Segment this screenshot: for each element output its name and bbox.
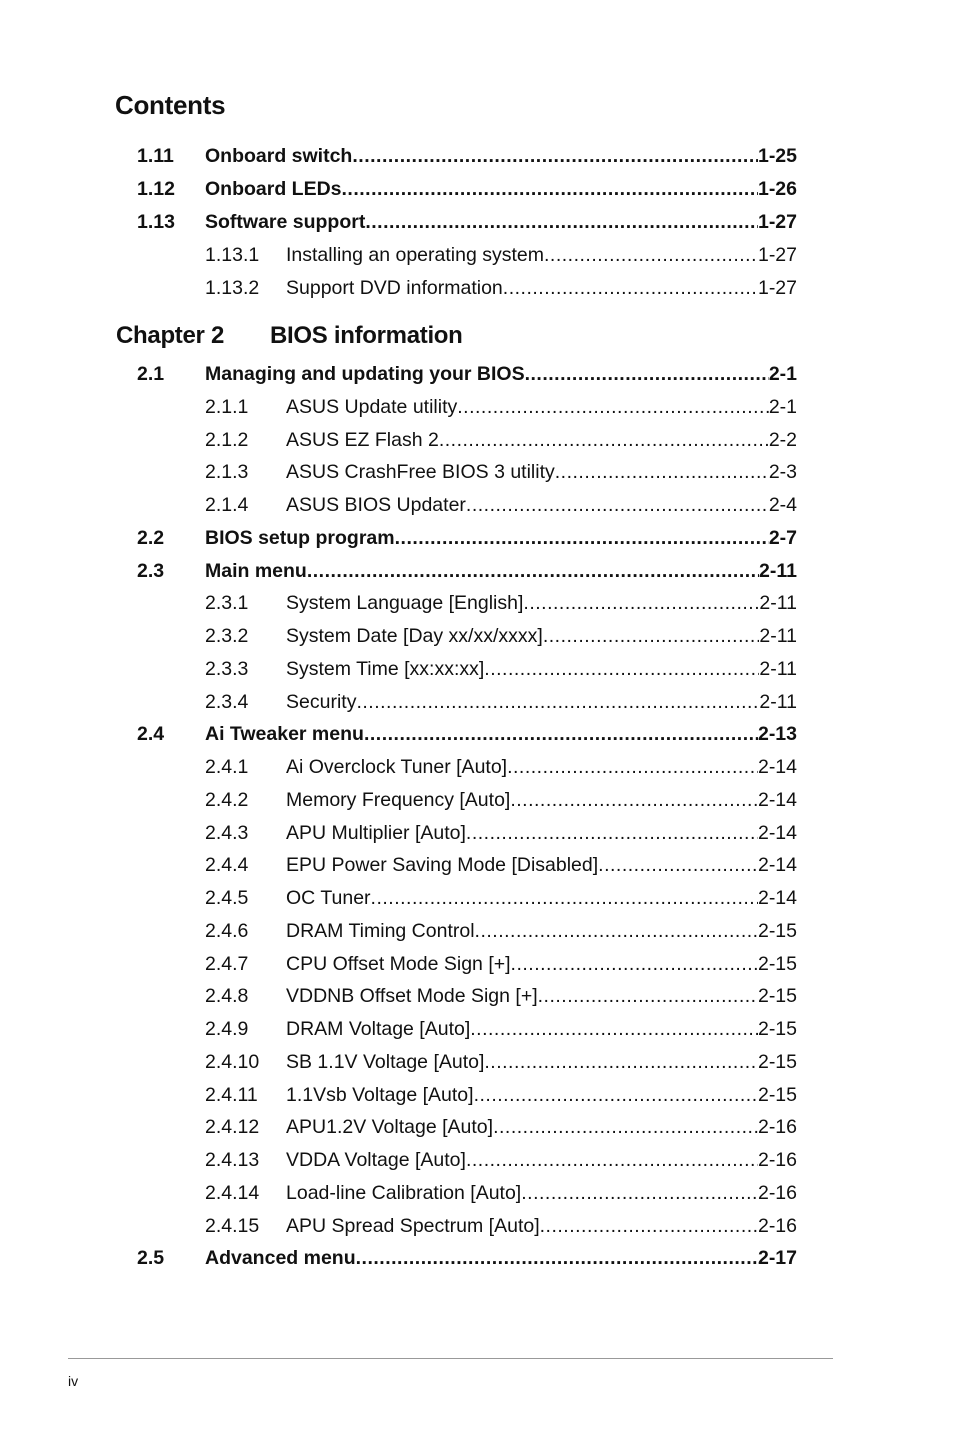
toc-entry-page: 2-3 xyxy=(768,461,797,484)
toc-entry-label: Installing an operating system xyxy=(286,244,544,266)
toc-entry-line xyxy=(286,275,797,301)
dot-leader xyxy=(439,427,769,453)
toc-entry-page: 2-15 xyxy=(757,985,797,1008)
toc-entry-line xyxy=(286,983,797,1009)
toc-entry-line xyxy=(286,590,797,616)
toc-entry-page: 2-15 xyxy=(757,1050,797,1073)
toc-entry-line xyxy=(286,1114,797,1140)
toc-entry-number: 2.1.1 xyxy=(205,395,249,418)
toc-entry-line xyxy=(286,885,797,911)
toc-entry-line xyxy=(286,951,797,977)
toc-entry-number: 2.3 xyxy=(137,559,165,582)
toc-entry-number: 1.13.2 xyxy=(205,277,260,299)
toc-entry-label: VDDNB Offset Mode Sign [+] xyxy=(286,985,538,1008)
toc-entry[interactable] xyxy=(0,1049,954,1075)
toc-entry[interactable] xyxy=(0,689,954,715)
toc-entry-label: ASUS EZ Flash 2 xyxy=(286,428,439,451)
toc-entry[interactable] xyxy=(0,951,954,977)
toc-entry-page: 1-25 xyxy=(757,145,797,167)
toc-entry-number: 2.2 xyxy=(137,526,165,549)
toc-entry-label: System Date [Day xx/xx/xxxx] xyxy=(286,625,543,647)
toc-entry-number: 2.3.1 xyxy=(205,592,249,615)
dot-leader xyxy=(457,394,769,420)
toc-entry-number: 2.3.3 xyxy=(205,657,249,680)
toc-entry-number: 2.4.11 xyxy=(205,1083,258,1106)
toc-entry-line xyxy=(286,1180,797,1206)
toc-entry[interactable] xyxy=(0,525,954,551)
toc-entry[interactable] xyxy=(0,721,954,747)
toc-entry-label: CPU Offset Mode Sign [+] xyxy=(286,952,511,975)
toc-entry[interactable] xyxy=(0,820,954,846)
toc-entry-page: 2-16 xyxy=(757,1116,797,1139)
toc-entry[interactable] xyxy=(0,394,954,420)
dot-leader xyxy=(352,143,758,169)
toc-entry-label: APU Multiplier [Auto] xyxy=(286,821,466,844)
toc-entry-line xyxy=(205,361,797,387)
toc-entry-page: 2-14 xyxy=(757,887,797,909)
dot-leader xyxy=(493,1114,758,1140)
toc-entry-page: 1-27 xyxy=(757,277,797,299)
dot-leader xyxy=(507,754,758,780)
toc-entry[interactable] xyxy=(0,656,954,682)
dot-leader xyxy=(555,459,769,485)
toc-entry-line xyxy=(205,143,797,169)
toc-entry[interactable] xyxy=(0,1016,954,1042)
toc-entry-line xyxy=(286,459,797,485)
toc-entry-label: Managing and updating your BIOS xyxy=(205,363,525,385)
toc-entry-number: 2.4.5 xyxy=(205,887,249,909)
toc-entry-page: 2-15 xyxy=(757,1018,797,1040)
toc-entry[interactable] xyxy=(0,176,954,202)
toc-entry-line xyxy=(286,394,797,420)
toc-entry-number: 2.5 xyxy=(137,1247,165,1270)
toc-entry[interactable] xyxy=(0,787,954,813)
toc-entry-line xyxy=(286,754,797,780)
toc-entry-label: Main menu xyxy=(205,559,307,582)
toc-entry-number: 2.1.4 xyxy=(205,494,249,516)
toc-entry-line xyxy=(286,918,797,944)
toc-entry[interactable] xyxy=(0,1213,954,1239)
toc-entry-label: BIOS setup program xyxy=(205,526,395,549)
toc-entry-label: EPU Power Saving Mode [Disabled] xyxy=(286,854,599,877)
dot-leader xyxy=(466,492,769,518)
toc-entry-line xyxy=(205,1245,797,1271)
dot-leader xyxy=(538,983,758,1009)
dot-leader xyxy=(510,787,758,813)
toc-entry[interactable] xyxy=(0,885,954,911)
toc-entry[interactable] xyxy=(0,427,954,453)
toc-entry[interactable] xyxy=(0,983,954,1009)
dot-leader xyxy=(342,176,758,202)
toc-entry-page: 2-11 xyxy=(759,690,797,713)
toc-entry-page: 2-15 xyxy=(757,919,797,942)
toc-entry-line xyxy=(205,176,797,202)
toc-entry-label: System Time [xx:xx:xx] xyxy=(286,657,485,680)
toc-entry-number: 2.4.2 xyxy=(205,788,249,811)
toc-entry-page: 2-1 xyxy=(768,363,797,385)
toc-entry-line xyxy=(286,1049,797,1075)
toc-entry-label: Software support xyxy=(205,211,366,233)
toc-entry-line xyxy=(286,1213,797,1239)
toc-entry-number: 2.4.10 xyxy=(205,1050,260,1073)
toc-entry-line xyxy=(286,656,797,682)
dot-leader xyxy=(540,1213,758,1239)
toc-entry-label: DRAM Timing Control xyxy=(286,919,475,942)
toc-entry-number: 2.1.3 xyxy=(205,461,249,484)
toc-entry-line xyxy=(286,689,797,715)
toc-entry-label: SB 1.1V Voltage [Auto] xyxy=(286,1050,485,1073)
toc-entry-label: ASUS Update utility xyxy=(286,395,458,418)
dot-leader xyxy=(503,275,758,301)
toc-entry-page: 2-15 xyxy=(757,1083,797,1106)
page-title: Contents xyxy=(115,90,226,120)
toc-entry-page: 2-17 xyxy=(757,1247,797,1270)
toc-entry-label: APU Spread Spectrum [Auto] xyxy=(286,1214,540,1237)
toc-entry-line xyxy=(286,623,797,649)
toc-entry[interactable] xyxy=(0,275,954,301)
toc-entry-number: 2.4.14 xyxy=(205,1181,260,1204)
toc-entry-page: 2-16 xyxy=(757,1181,797,1204)
toc-entry-number: 2.4.4 xyxy=(205,854,249,877)
toc-entry-label: Ai Tweaker menu xyxy=(205,723,364,746)
toc-entry-label: ASUS BIOS Updater xyxy=(286,494,466,516)
toc-entry-number: 2.1.2 xyxy=(205,428,249,451)
toc-entry[interactable] xyxy=(0,852,954,878)
dot-leader xyxy=(543,623,760,649)
toc-entry-page: 2-14 xyxy=(757,756,797,778)
toc-entry-line xyxy=(205,558,797,584)
chapter-title: BIOS information xyxy=(270,322,463,349)
dot-leader xyxy=(544,242,758,268)
toc-entry-page: 2-4 xyxy=(768,494,797,516)
toc-entry-label: Memory Frequency [Auto] xyxy=(286,788,511,811)
dot-leader xyxy=(395,525,769,551)
toc-entry-line xyxy=(286,427,797,453)
toc-entry-number: 2.4.12 xyxy=(205,1116,260,1139)
toc-entry-page: 2-7 xyxy=(768,526,797,549)
toc-entry-number: 2.3.4 xyxy=(205,690,249,713)
toc-entry-page: 1-27 xyxy=(757,211,797,233)
page-number: iv xyxy=(68,1373,79,1389)
toc-entry[interactable] xyxy=(0,209,954,235)
toc-entry[interactable] xyxy=(0,1147,954,1173)
toc-entry-label: DRAM Voltage [Auto] xyxy=(286,1018,471,1040)
toc-entry-number: 1.12 xyxy=(137,178,175,200)
toc-entry-label: OC Tuner xyxy=(286,887,371,909)
toc-entry-number: 2.4.13 xyxy=(205,1149,260,1171)
dot-leader xyxy=(466,820,758,846)
toc-entry-line xyxy=(286,852,797,878)
toc-entry-page: 1-27 xyxy=(757,244,797,266)
toc-entry[interactable] xyxy=(0,242,954,268)
toc-entry-number: 2.4.3 xyxy=(205,821,249,844)
toc-entry-number: 2.4.7 xyxy=(205,952,249,975)
toc-entry[interactable] xyxy=(0,143,954,169)
dot-leader xyxy=(484,656,759,682)
toc-entry-number: 2.3.2 xyxy=(205,625,249,647)
toc-entry-label: VDDA Voltage [Auto] xyxy=(286,1149,466,1171)
dot-leader xyxy=(365,209,758,235)
dot-leader xyxy=(525,361,769,387)
toc-entry-page: 2-14 xyxy=(757,821,797,844)
toc-entry-page: 2-14 xyxy=(757,788,797,811)
toc-entry-page: 2-11 xyxy=(759,625,797,647)
toc-entry-label: Onboard LEDs xyxy=(205,178,342,200)
toc-entry[interactable] xyxy=(0,590,954,616)
toc-entry-page: 2-2 xyxy=(768,428,797,451)
toc-entry[interactable] xyxy=(0,492,954,518)
dot-leader xyxy=(511,951,758,977)
toc-entry-page: 2-11 xyxy=(759,657,797,680)
toc-entry[interactable] xyxy=(0,754,954,780)
toc-entry-line xyxy=(205,209,797,235)
dot-leader xyxy=(466,1147,758,1173)
chapter-heading xyxy=(116,322,463,350)
toc-entry-page: 2-13 xyxy=(757,723,797,746)
toc-entry-number: 2.1 xyxy=(137,363,165,385)
dot-leader xyxy=(521,1180,758,1206)
toc-entry-number: 2.4.6 xyxy=(205,919,249,942)
dot-leader xyxy=(364,721,758,747)
toc-entry-page: 2-15 xyxy=(757,952,797,975)
toc-entry[interactable] xyxy=(0,361,954,387)
toc-entry-page: 2-11 xyxy=(759,592,797,615)
toc-entry-number: 1.13.1 xyxy=(205,244,260,266)
toc-entry[interactable] xyxy=(0,1245,954,1271)
chapter-number: Chapter 2 xyxy=(116,322,224,349)
toc-entry[interactable] xyxy=(0,1114,954,1140)
toc-entry-page: 2-16 xyxy=(757,1149,797,1171)
dot-leader xyxy=(470,1016,758,1042)
toc-entry-line xyxy=(286,492,797,518)
toc-entry-label: Load-line Calibration [Auto] xyxy=(286,1181,522,1204)
toc-entry-line xyxy=(286,242,797,268)
toc-entry-label: ASUS CrashFree BIOS 3 utility xyxy=(286,461,555,484)
toc-entry-number: 2.4 xyxy=(137,723,165,746)
dot-leader xyxy=(371,885,758,911)
dot-leader xyxy=(598,852,758,878)
toc-entry[interactable] xyxy=(0,459,954,485)
toc-entry-line xyxy=(205,721,797,747)
toc-entry-label: Support DVD information xyxy=(286,277,503,299)
toc-entry-page: 2-1 xyxy=(768,395,797,418)
dot-leader xyxy=(523,590,759,616)
toc-entry-label: APU1.2V Voltage [Auto] xyxy=(286,1116,494,1139)
toc-entry-line xyxy=(286,1016,797,1042)
toc-entry-number: 1.11 xyxy=(137,145,174,167)
footer-divider xyxy=(68,1358,833,1359)
toc-entry-number: 1.13 xyxy=(137,211,175,233)
toc-entry-page: 2-16 xyxy=(757,1214,797,1237)
toc-entry-page: 2-14 xyxy=(757,854,797,877)
toc-entry[interactable] xyxy=(0,623,954,649)
toc-entry-number: 2.4.9 xyxy=(205,1018,249,1040)
toc-entry-line xyxy=(286,1082,797,1108)
toc-entry-label: Ai Overclock Tuner [Auto] xyxy=(286,756,508,778)
toc-entry-label: 1.1Vsb Voltage [Auto] xyxy=(286,1083,474,1106)
toc-entry-label: Security xyxy=(286,690,357,713)
toc-entry[interactable] xyxy=(0,1180,954,1206)
toc-entry-label: Onboard switch xyxy=(205,145,353,167)
dot-leader xyxy=(484,1049,758,1075)
toc-entry-line xyxy=(286,787,797,813)
toc-entry[interactable] xyxy=(0,1082,954,1108)
toc-entry-page: 2-11 xyxy=(759,559,797,582)
toc-entry-number: 2.4.8 xyxy=(205,985,249,1008)
dot-leader xyxy=(356,1245,758,1271)
toc-entry-label: Advanced menu xyxy=(205,1247,356,1270)
toc-entry[interactable] xyxy=(0,558,954,584)
toc-entry-label: System Language [English] xyxy=(286,592,524,615)
toc-entry-number: 2.4.15 xyxy=(205,1214,260,1237)
dot-leader xyxy=(356,689,759,715)
toc-entry-line xyxy=(205,525,797,551)
toc-entry-number: 2.4.1 xyxy=(205,756,249,778)
toc-entry-page: 1-26 xyxy=(757,178,797,200)
dot-leader xyxy=(475,918,758,944)
toc-entry[interactable] xyxy=(0,918,954,944)
toc-entry-line xyxy=(286,820,797,846)
toc-entry-line xyxy=(286,1147,797,1173)
dot-leader xyxy=(307,558,759,584)
dot-leader xyxy=(474,1082,758,1108)
